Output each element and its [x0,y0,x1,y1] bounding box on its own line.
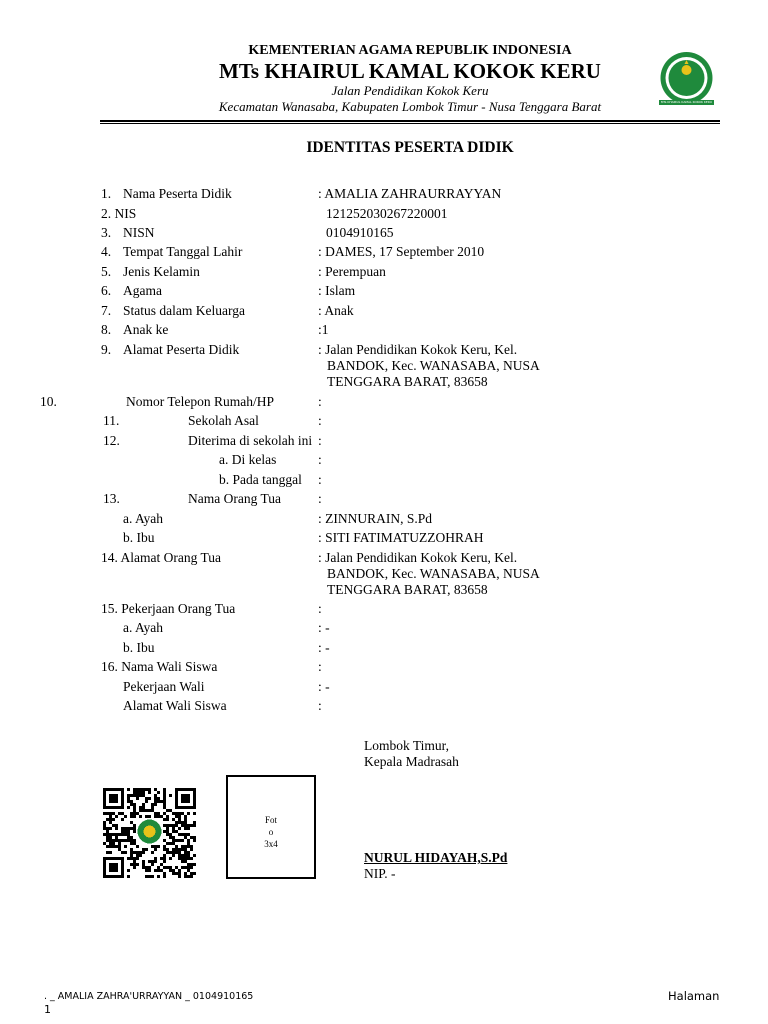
row-12-value: : [318,433,322,448]
row-10-label: Nomor Telepon Rumah/HP [126,394,275,409]
row-16a-value: : - [318,679,330,694]
logo-caption: MTs KHAIRUL KAMAL KOKOK KERU [660,100,713,104]
row-9-value-line2: BANDOK, Kec. WANASABA, NUSA [327,358,540,373]
footer-page-number: 1 [44,1003,51,1016]
row-13-label: Nama Orang Tua [188,491,281,506]
row-1-value: : AMALIA ZAHRAURRAYYAN [318,186,502,201]
row-12b-label: b. Pada tanggal [219,472,302,487]
row-13-number: 13. [103,491,120,506]
row-13b-value: : SITI FATIMATUZZOHRAH [318,530,484,545]
row-12a-label: a. Di kelas [219,452,277,467]
footer-student-info: . _ AMALIA ZAHRA'URRAYYAN _ 0104910165 [44,991,254,1002]
row-8-number: 8. [101,322,112,337]
row-3-value: 0104910165 [326,225,394,240]
qr-code [103,788,196,878]
row-1-label: Nama Peserta Didik [123,186,232,201]
row-6-label: Agama [123,283,162,298]
row-12-label: Diterima di sekolah ini [188,433,313,448]
row-7-value: : Anak [318,303,354,318]
row-5-number: 5. [101,264,112,279]
row-16-label: 16. Nama Wali Siswa [101,659,218,674]
row-10-number: 10. [40,394,57,409]
row-4-value: : DAMES, 17 September 2010 [318,244,485,259]
header-divider-thin [100,123,720,124]
row-13a-value: : ZINNURAIN, S.Pd [318,511,433,526]
row-1-number: 1. [101,186,112,201]
school-name: MTs KHAIRUL KAMAL KOKOK KERU [219,59,601,83]
row-16-value: : [318,659,322,674]
signature-role: Kepala Madrasah [364,754,459,769]
photo-placeholder [226,775,316,879]
row-2-number: 2. NIS [101,206,137,221]
row-12-number: 12. [103,433,120,448]
row-5-label: Jenis Kelamin [123,264,200,279]
footer-page-label: Halaman [668,989,720,1003]
school-logo [655,50,718,113]
row-6-value: : Islam [318,283,356,298]
row-8-label: Anak ke [123,322,169,337]
ministry-name: KEMENTERIAN AGAMA REPUBLIK INDONESIA [248,43,572,58]
row-9-label: Alamat Peserta Didik [123,342,240,357]
row-15b-value: : - [318,640,330,655]
row-4-number: 4. [101,244,112,259]
row-4-label: Tempat Tanggal Lahir [123,244,243,259]
row-2-value: 121252030267220001 [326,206,448,221]
row-9-number: 9. [101,342,112,357]
row-11-value: : [318,413,322,428]
row-10-value: : [318,394,322,409]
row-7-number: 7. [101,303,112,318]
row-12b-value: : [318,472,322,487]
photo-label-line1: Fot [264,815,277,825]
row-6-number: 6. [101,283,112,298]
row-13-value: : [318,491,322,506]
row-14-value: : Jalan Pendidikan Kokok Keru, Kel. [318,550,518,565]
row-11-number: 11. [103,413,120,428]
row-11-label: Sekolah Asal [188,413,259,428]
signature-place: Lombok Timur, [364,738,449,753]
row-15a-value: : - [318,620,330,635]
row-15b-label: b. Ibu [123,640,155,655]
row-14-value-line3: TENGGARA BARAT, 83658 [327,582,488,597]
qr-code-icon [103,788,196,878]
row-14-label: 14. Alamat Orang Tua [101,550,221,565]
row-5-value: : Perempuan [318,264,386,279]
row-15a-label: a. Ayah [123,620,163,635]
row-7-label: Status dalam Keluarga [123,303,245,318]
row-15-value: : [318,601,322,616]
row-16b-value: : [318,698,322,713]
row-16a-label: Pekerjaan Wali [123,679,205,694]
photo-label-line2: o [268,827,274,837]
row-3-label: NISN [123,225,155,240]
row-12a-value: : [318,452,322,467]
row-14-value-line2: BANDOK, Kec. WANASABA, NUSA [327,566,540,581]
row-15-label: 15. Pekerjaan Orang Tua [101,601,236,616]
row-8-value: :1 [318,322,329,337]
row-13a-label: a. Ayah [123,511,163,526]
photo-label-line3: 3x4 [264,839,278,849]
school-street: Jalan Pendidikan Kokok Keru [331,83,489,98]
document-title: IDENTITAS PESERTA DIDIK [306,139,514,156]
header-divider [100,120,720,122]
row-9-value: : Jalan Pendidikan Kokok Keru, Kel. [318,342,518,357]
row-9-value-line3: TENGGARA BARAT, 83658 [327,374,488,389]
row-3-number: 3. [101,225,112,240]
school-region: Kecamatan Wanasaba, Kabupaten Lombok Timur - Nusa Tenggara Barat [218,99,602,114]
row-13b-label: b. Ibu [123,530,155,545]
row-16b-label: Alamat Wali Siswa [123,698,227,713]
signature-name: NURUL HIDAYAH,S.Pd [364,850,508,865]
signature-nip: NIP. - [364,866,396,881]
